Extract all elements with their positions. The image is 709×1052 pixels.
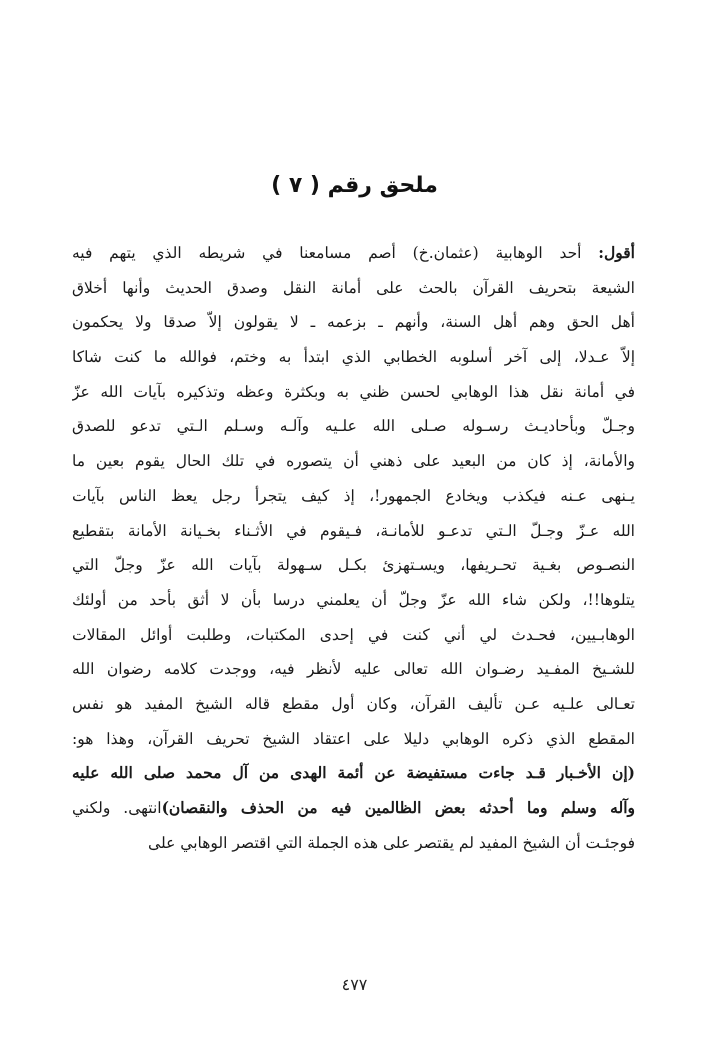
line-tail: انتهى. ولكني <box>72 799 162 817</box>
text-line <box>72 791 635 826</box>
text-line: والأمانة، إذ كان من البعيد على ذهني أن يتصوره في تلك الحال يقوم بعين ما <box>72 452 635 471</box>
body-text <box>72 236 635 860</box>
text-line: فوجئـت أن الشيخ المفيد لم يقتصر على هذه الجملة التي اقتصر الوهابي على <box>148 833 635 852</box>
text-line: في أمانة نقل هذا الوهابي لحسن ظني به وبكثرة وعظه وتذكيره بآيات الله عزّ <box>72 382 635 401</box>
text-line: المقطع الذي ذكره الوهابي دليلا على اعتقاد الشيخ تحريف القرآن، وهذا هو: <box>72 729 635 748</box>
page-number: ٤٧٧ <box>341 975 368 994</box>
page-title: ملحق رقم ( ٧ ) <box>271 173 438 198</box>
text-line: للشـيخ المفـيد رضـوان الله تعالى عليه لأنظر فيه، ووجدت كلامه رضوان الله <box>72 660 635 679</box>
text-line: النصـوص بغـية تحـريفها، ويسـتهزئ بكـل سـهولة بآيات الله عزّ وجلّ التي <box>72 556 635 575</box>
text-line: يـنهى عـنه فيكذب ويخادع الجمهور!، إذ كيف يتجرأ رجل يعظ الناس بآيات <box>72 486 635 505</box>
text-line: الشيعة بتحريف القرآن بالحث على أمانة النقل وصدق الحديث وأنها أخلاق <box>72 278 635 297</box>
quoted-line: (إن الأخـبار قـد جاءت مستفيضة عن أئمة الهدى من آل محمد صلى الله عليه <box>72 763 635 783</box>
text-line: أهل الحق وهم أهل السنة، وأنهم ـ بزعمه ـ لا يقولون إلاّ صدقا ولا يحكمون <box>72 313 635 332</box>
text-line <box>72 236 635 271</box>
text-line: تعـالى علـيه عـن تأليف القرآن، وكان أول مقطع قاله الشيخ المفيد هو نفس <box>72 694 635 713</box>
lead-word: أقول: <box>598 243 635 262</box>
line-text: أحد الوهابية (عثمان.خ) أصم مسامعنا في شريطه الذي يتهم فيه <box>72 244 582 262</box>
text-line: الوهابـيين، فحـدث لي أني كنت في إحدى المكتبات، وطلبت أوائل المقالات <box>72 625 635 644</box>
text-line: إلاّ عـدلا، إلى آخر أسلوبه الخطابي الذي ابتدأ به وختم، فوالله ما كنت شاكا <box>72 348 635 367</box>
text-line: يتلوها!!، ولكن شاء الله عزّ وجلّ أن يعلمني درسا بأن لا أثق بأحد من أولئك <box>72 590 635 609</box>
text-line: الله عـزّ وجـلّ الـتي تدعـو للأمانـة، فـيقوم في الأثـناء بخـيانة الأمانة بتقطيع <box>72 521 635 540</box>
quoted-line-end: وآله وسلم وما أحدثه بعض الظالمين فيه من الحذف والنقصان) <box>161 798 635 817</box>
text-line: وجـلّ وبأحاديـث رسـوله صـلى الله علـيه وآلـه وسـلم الـتي تدعو للصدق <box>72 417 635 436</box>
